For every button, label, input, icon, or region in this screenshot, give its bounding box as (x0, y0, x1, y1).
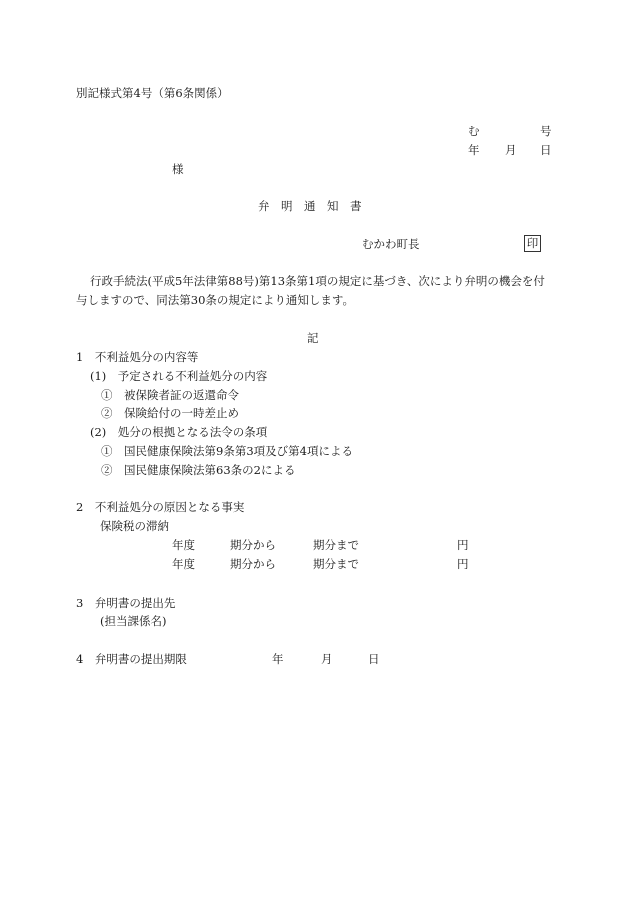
section3-note: (担当課係名) (100, 614, 167, 628)
section2-description: 保険税の滞納 (100, 519, 169, 533)
date-month: 月 (505, 143, 517, 157)
row2-year: 年度 (172, 557, 195, 571)
issuer-name: むかわ町長 (362, 237, 420, 251)
row1-to: 期分まで (313, 538, 359, 552)
section4-heading: 4 弁明書の提出期限 (76, 652, 187, 666)
document-title: 弁 明 通 知 書 (258, 199, 362, 213)
body-line-2: 与しますので、同法第30条の規定により通知します。 (76, 293, 354, 307)
row1-year: 年度 (172, 538, 195, 552)
seal-stamp: 印 (524, 235, 541, 252)
date-day: 日 (540, 143, 552, 157)
section1-sub1-item-2: ② 保険給付の一時差止め (101, 406, 239, 420)
date-year: 年 (468, 143, 480, 157)
section4-month: 月 (321, 652, 333, 666)
row2-yen: 円 (457, 557, 469, 571)
section3-heading: 3 弁明書の提出先 (76, 596, 176, 610)
row1-yen: 円 (457, 538, 469, 552)
addressee-honorific: 様 (172, 162, 184, 176)
section4-year: 年 (272, 652, 284, 666)
section1-heading: 1 不利益処分の内容等 (76, 350, 199, 364)
row2-from: 期分から (230, 557, 276, 571)
body-line-1: 行政手続法(平成5年法律第88号)第13条第1項の規定に基づき、次により弁明の機会を付 (90, 274, 545, 288)
section2-heading: 2 不利益処分の原因となる事実 (76, 500, 245, 514)
ki-heading: 記 (307, 331, 319, 345)
doc-number-prefix: む (468, 124, 480, 138)
section1-sub1-heading: (1) 予定される不利益処分の内容 (90, 369, 268, 383)
row2-to: 期分まで (313, 557, 359, 571)
section1-sub2-heading: (2) 処分の根拠となる法令の条項 (90, 425, 268, 439)
section4-day: 日 (368, 652, 380, 666)
section1-sub2-item-2: ② 国民健康保険法第63条の2による (101, 463, 296, 477)
row1-from: 期分から (230, 538, 276, 552)
section1-sub2-item-1: ① 国民健康保険法第9条第3項及び第4項による (101, 444, 353, 458)
form-label: 別記様式第4号（第6条関係） (76, 86, 229, 100)
section1-sub1-item-1: ① 被保険者証の返還命令 (101, 388, 239, 402)
doc-number-suffix: 号 (540, 124, 552, 138)
